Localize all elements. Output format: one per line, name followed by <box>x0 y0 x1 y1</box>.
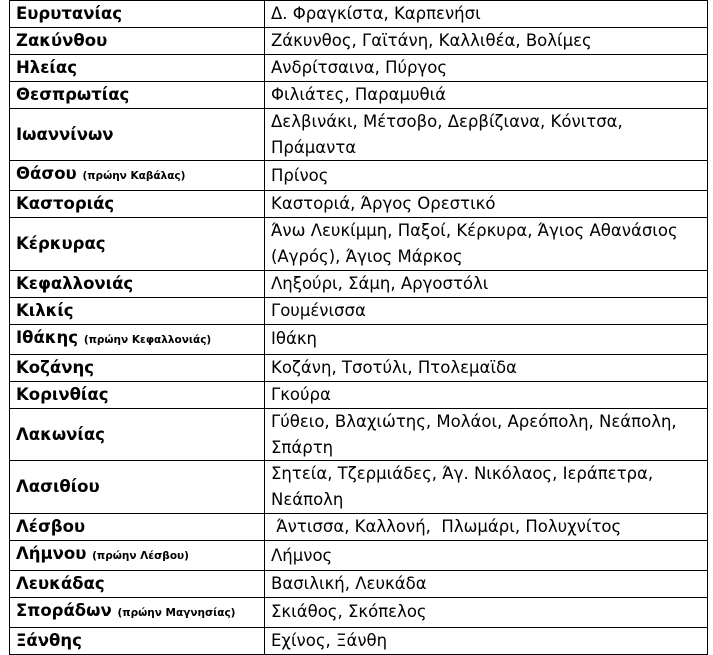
prefecture-name: Ευρυτανίας <box>16 4 123 23</box>
prefecture-name-cell <box>10 1 265 28</box>
prefecture-name-cell <box>10 27 265 54</box>
prefecture-name-cell <box>10 297 265 324</box>
towns-cell: Άνω Λευκίμμη, Παξοί, Κέρκυρα, Άγιος Αθανάσιος (Αγρός), Άγιος Μάρκος <box>265 218 708 271</box>
prefecture-name-cell <box>10 597 265 627</box>
prefecture-name: Σποράδων <box>16 600 112 620</box>
prefecture-name-cell <box>10 514 265 541</box>
prefecture-name: Κεφαλλονιάς <box>16 274 134 294</box>
prefecture-name-cell <box>10 381 265 408</box>
prefecture-name: Καστοριάς <box>16 194 115 214</box>
prefecture-table <box>9 0 708 655</box>
prefecture-name: Λασιθίου <box>16 477 100 497</box>
prefecture-name: Λακωνίας <box>16 424 105 444</box>
table-row <box>10 354 708 381</box>
prefecture-name-cell <box>10 541 265 571</box>
prefecture-name-cell <box>10 54 265 81</box>
table-row <box>10 597 708 627</box>
towns-cell: Δελβινάκι, Μέτσοβο, Δερβίζιανα, Κόνιτσα, Πράμαντα <box>265 108 708 161</box>
table-row <box>10 54 708 81</box>
towns-cell: Γκούρα <box>265 381 708 408</box>
prefecture-name-cell <box>10 461 265 514</box>
towns-cell: Πρίνος <box>265 161 708 191</box>
table-row <box>10 408 708 461</box>
prefecture-name-cell <box>10 161 265 191</box>
prefecture-table-body <box>10 1 708 655</box>
table-row <box>10 191 708 218</box>
towns-cell: Κοζάνη, Τσοτύλι, Πτολεμαϊδα <box>265 354 708 381</box>
prefecture-name: Θεσπρωτίας <box>16 84 130 104</box>
table-row <box>10 571 708 598</box>
towns-cell: Καστοριά, Άργος Ορεστικό <box>265 191 708 218</box>
prefecture-name-cell <box>10 324 265 354</box>
prefecture-name-cell <box>10 271 265 298</box>
towns-cell: Βασιλική, Λευκάδα <box>265 571 708 598</box>
prefecture-name: Λέσβου <box>16 517 86 537</box>
table-row <box>10 27 708 54</box>
towns-cell: Άντισσα, Καλλονή, Πλωμάρι, Πολυχνίτος <box>265 514 708 541</box>
prefecture-name-cell <box>10 627 265 654</box>
prefecture-name-cell <box>10 218 265 271</box>
towns-cell: Ζάκυνθος, Γαϊτάνη, Καλλιθέα, Βολίμες <box>265 27 708 54</box>
prefecture-name: Κοζάνης <box>16 357 94 377</box>
prefecture-note: (πρώην Κεφαλλονιάς) <box>83 333 212 346</box>
prefecture-name-cell <box>10 571 265 598</box>
table-row <box>10 324 708 354</box>
table-row <box>10 461 708 514</box>
towns-cell: Ληξούρι, Σάμη, Αργοστόλι <box>265 271 708 298</box>
towns-cell: Ανδρίτσαινα, Πύργος <box>265 54 708 81</box>
towns-cell: Εχίνος, Ξάνθη <box>265 627 708 654</box>
prefecture-name: Λευκάδας <box>16 574 105 594</box>
prefecture-name-cell <box>10 408 265 461</box>
prefecture-name: Κιλκίς <box>16 300 74 320</box>
prefecture-name: Ιωαννίνων <box>16 124 114 144</box>
towns-cell: Γουμένισσα <box>265 297 708 324</box>
table-row <box>10 297 708 324</box>
table-row <box>10 218 708 271</box>
prefecture-name-cell <box>10 191 265 218</box>
towns-cell: Σκιάθος, Σκόπελος <box>265 597 708 627</box>
prefecture-name-cell <box>10 108 265 161</box>
table-row <box>10 81 708 108</box>
towns-cell: Ιθάκη <box>265 324 708 354</box>
prefecture-name: Κορινθίας <box>16 384 109 404</box>
towns-cell: Δ. Φραγκίστα, Καρπενήσι <box>265 1 708 28</box>
prefecture-note: (πρώην Καβάλας) <box>82 170 186 183</box>
prefecture-name: Ζακύνθου <box>16 30 108 50</box>
prefecture-name: Ιθάκης <box>16 327 79 347</box>
prefecture-name: Ξάνθης <box>16 630 82 650</box>
towns-cell: Λήμνος <box>265 541 708 571</box>
table-row <box>10 108 708 161</box>
table-row <box>10 541 708 571</box>
towns-cell: Γύθειο, Βλαχιώτης, Μολάοι, Αρεόπολη, Νεάπολη, Σπάρτη <box>265 408 708 461</box>
table-row <box>10 271 708 298</box>
prefecture-name: Λήμνου <box>16 544 87 564</box>
prefecture-note: (πρώην Μαγνησίας) <box>117 606 236 619</box>
table-row <box>10 627 708 654</box>
towns-cell: Σητεία, Τζερμιάδες, Άγ. Νικόλαος, Ιεράπετρα, Νεάπολη <box>265 461 708 514</box>
prefecture-name: Κέρκυρας <box>16 234 106 254</box>
prefecture-name: Ηλείας <box>16 57 77 77</box>
towns-cell: Φιλιάτες, Παραμυθιά <box>265 81 708 108</box>
table-row <box>10 381 708 408</box>
prefecture-name-cell <box>10 354 265 381</box>
table-row <box>10 161 708 191</box>
prefecture-name-cell <box>10 81 265 108</box>
table-row <box>10 514 708 541</box>
table-row <box>10 1 708 28</box>
prefecture-note: (πρώην Λέσβου) <box>92 550 189 563</box>
prefecture-name: Θάσου <box>16 164 77 184</box>
